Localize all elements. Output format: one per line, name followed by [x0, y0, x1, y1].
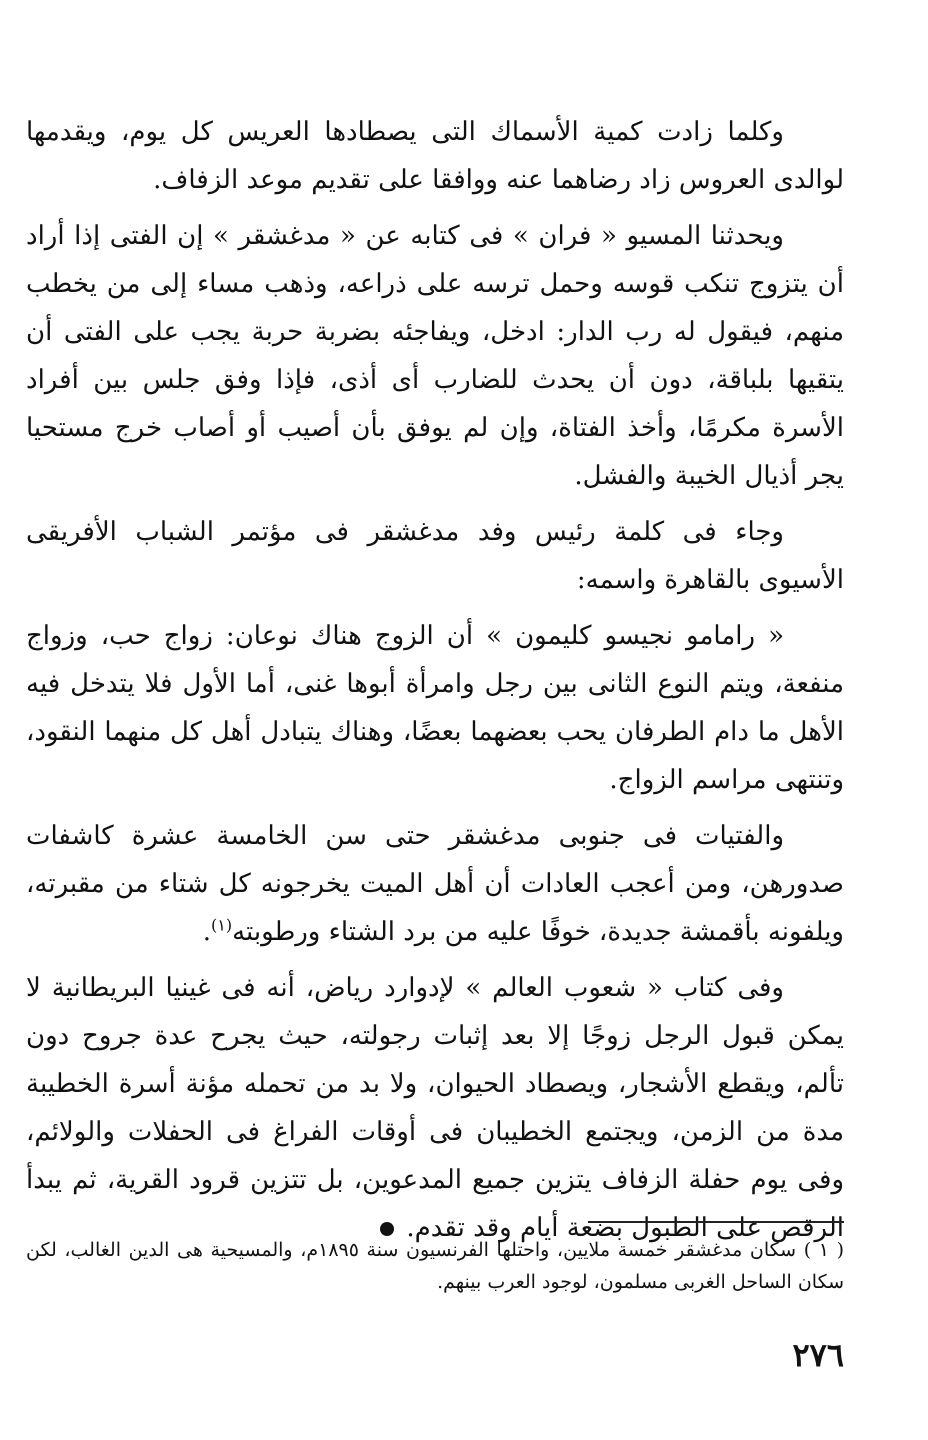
paragraph-southern-girls: [26, 812, 844, 956]
paragraph-british-guinea: [26, 964, 844, 1252]
footnote: ( ١ ) سكان مدغشقر خمسة ملايين، واحتلها الفرنسيون سنة ١٨٩٥م، والمسيحية هى الدين الغالب، لكن سكان الساحل الغربى مسلمون، لوجود العرب بينهم.: [26, 1239, 845, 1293]
paragraph-marriage-types: « رامامو نجيسو كليمون » أن الزوج هناك نوعان: زواج حب، وزواج منفعة، ويتم النوع الثانى بين رجل وامرأة أبوها غنى، أما الأول فلا يتدخل فيه الأهل ما دام الطرفان يحب بعضهما بعضًا، وهناك يتبادل أهل كل منهما النقود، وتنتهى مراسم الزواج.: [26, 621, 844, 795]
paragraph-fish-catch: وكلما زادت كمية الأسماك التى يصطادها العريس كل يوم، ويقدمها لوالدى العروس زاد رضاهما عنه ووافقا على تقديم موعد الزفاف.: [26, 117, 844, 195]
paragraph-southern-girls-text: والفتيات فى جنوبى مدغشقر حتى سن الخامسة عشرة كاشفات صدورهن، ومن أعجب العادات أن أهل الميت يخرجونه كل شتاء من مقبرته، ويلفونه بأقمشة جديدة، خوفًا عليه من برد الشتاء ورطوبته: [26, 821, 844, 947]
paragraph-madagascar-custom: ويحدثنا المسيو « فران » فى كتابه عن « مدغشقر » إن الفتى إذا أراد أن يتزوج تنكب قوسه وحمل ترسه على ذراعه، وذهب مساء إلى من يخطب منهم، فيقول له رب الدار: ادخل، ويفاجئه بضربة حربة يجب على الفتى أن يتقيها بلباقة، دون أن يحدث للضارب أى أذى، فإذا وفق جلس بين أفراد الأسرة مكرمًا، وأخذ الفتاة، وإن لم يوفق بأن أصيب أو أصاب خرج مستحيا يجر أذيال الخيبة والفشل.: [26, 221, 844, 491]
paragraph-british-guinea-text: وفى كتاب « شعوب العالم » لإدوارد رياض، أنه فى غينيا البريطانية لا يمكن قبول الرجل زوجًا إلا بعد إثبات رجولته، حيث يجرح عدة جروح دون تألم، ويقطع الأشجار، ويصطاد الحيوان، ولا بد من تحمله مؤنة أسرة الخطيبة مدة من الزمن، ويجتمع الخطيبان فى أوقات الفراغ فى الحفلات والولائم، وفى يوم حفلة الزفاف يتزين جميع المدعوين، بل تتزين قرود القرية، ثم يبدأ الرقص على الطبول بضعة أيام وقد تقدم.: [26, 973, 844, 1243]
footnote-marker: (١): [211, 915, 233, 935]
footnote-separator: [588, 1221, 844, 1223]
body-text: [26, 108, 844, 1260]
footnote-marker-end: .: [202, 917, 212, 947]
paragraph-delegate-speech: وجاء فى كلمة رئيس وفد مدغشقر فى مؤتمر الشباب الأفريقى الأسيوى بالقاهرة واسمه:: [26, 517, 844, 595]
page-number: ٢٧٦: [792, 1336, 844, 1374]
